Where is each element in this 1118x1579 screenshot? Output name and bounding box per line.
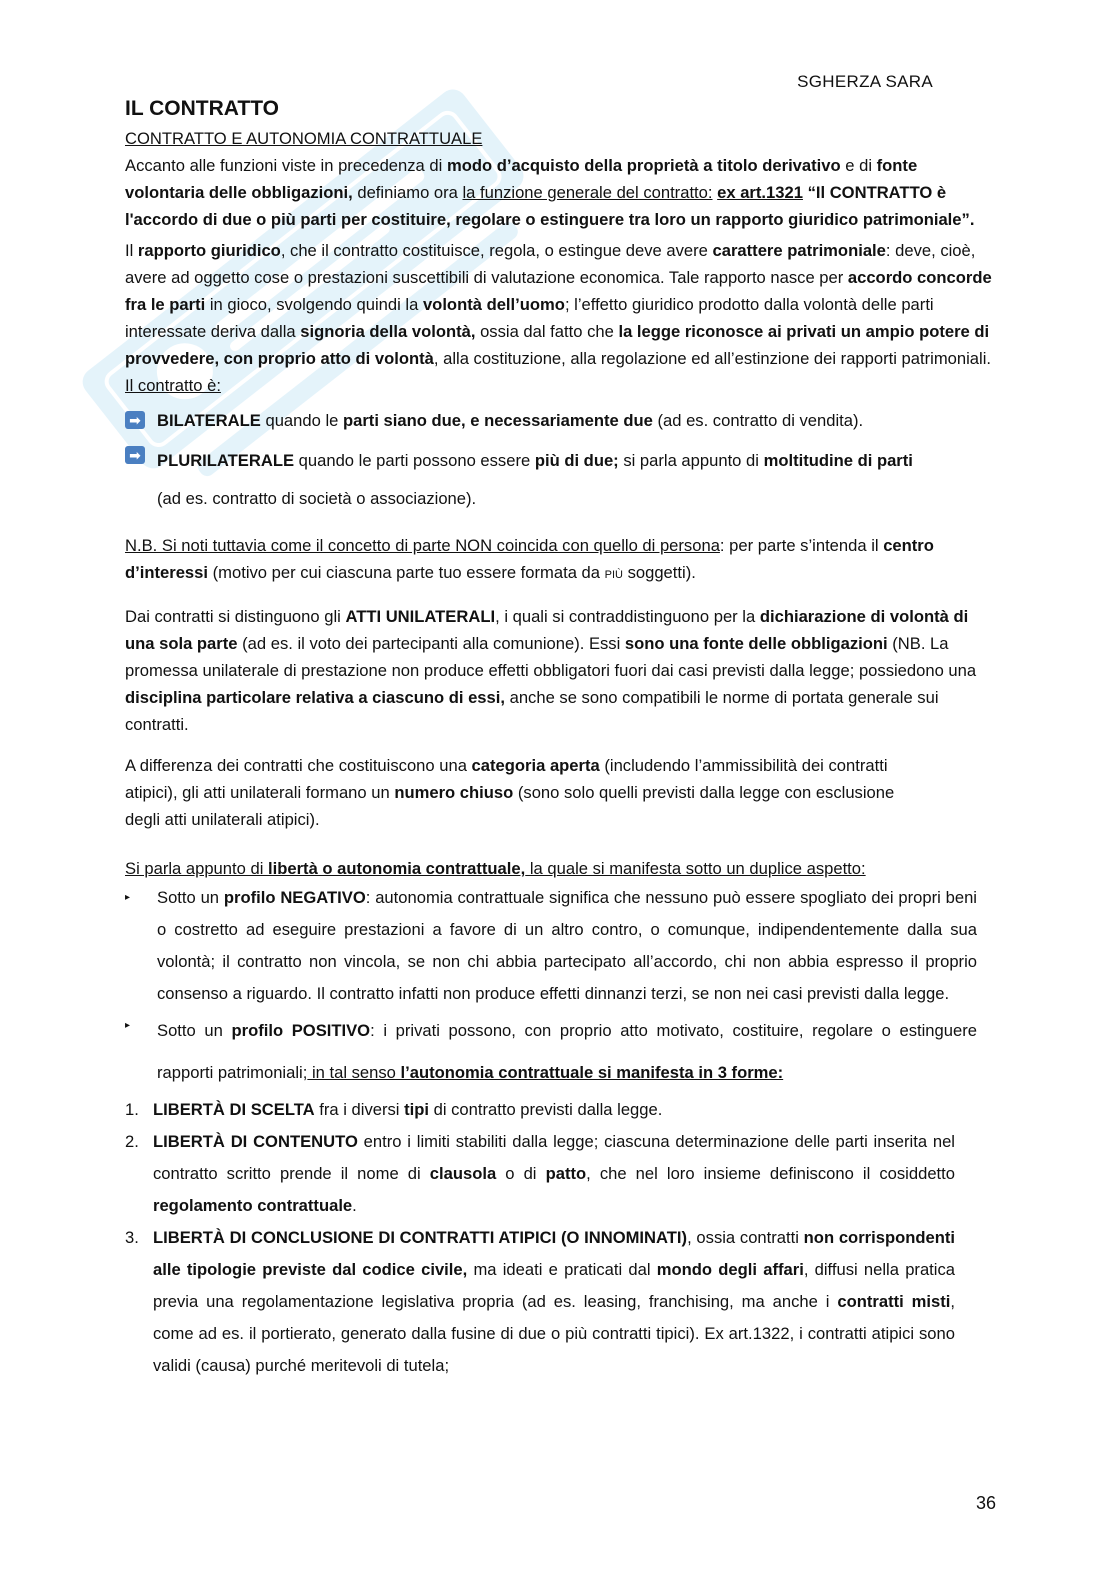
bold-text: categoria aperta — [471, 756, 600, 775]
underlined-text: la quale si manifesta sotto un duplice aspetto: — [525, 859, 866, 878]
page-title: IL CONTRATTO — [125, 97, 279, 120]
bold-text: sono una fonte delle obbligazioni — [624, 634, 888, 653]
page-number: 36 — [976, 1493, 997, 1513]
bold-text: disciplina particolare relativa a ciascuno di essi, — [125, 688, 505, 707]
underlined-text: Si parla appunto di — [125, 859, 268, 878]
paragraph-nb — [125, 532, 995, 589]
bold-underlined-text: libertà o autonomia contrattuale, — [268, 859, 526, 878]
list-number: 1. — [125, 1100, 139, 1119]
text: , alla costituzione, alla regolazione ed all’estinzione dei rapporti patrimoniali. — [433, 349, 992, 368]
list-item-text — [157, 1010, 977, 1094]
text: o di — [496, 1164, 546, 1183]
text: Sotto un — [157, 1021, 232, 1040]
list-item-bilaterale — [125, 407, 995, 434]
text: (ad es. il voto dei partecipanti alla comunione). Essi — [237, 634, 625, 653]
text: quando le parti possono essere — [294, 451, 535, 470]
list-number: 3. — [125, 1228, 139, 1247]
list-item-text — [157, 882, 977, 1010]
bold-text: ATTI UNILATERALI — [345, 607, 496, 626]
text: Accanto alle funzioni viste in precedenza di — [125, 156, 447, 175]
bold-text: dichiarazione di volontà di una sola parte — [125, 607, 969, 653]
text: , diffusi nella pratica previa una regolamentazione legislativa propria (ad es. leasing, franchising, ma anche i — [153, 1260, 955, 1311]
text: Sotto un — [157, 888, 224, 907]
text: : i privati possono, con proprio atto motivato, costituire, regolare o estinguere rapporti patrimoniali; — [157, 1021, 977, 1082]
text: (ad es. contratto di società o associazione). — [157, 489, 477, 508]
list-item-text — [157, 442, 995, 518]
text: : deve, cioè, avere ad oggetto cose o prestazioni suscettibili di valutazione economica. Tale rapporto nasce per — [125, 241, 976, 287]
underlined-text: in tal senso — [307, 1063, 401, 1082]
underlined-text: la funzione generale del contratto: — [462, 183, 713, 202]
bold-text: fonte volontaria delle obbligazioni, — [125, 156, 918, 202]
bold-underlined-text: l’autonomia contrattuale si manifesta in 3 forme: — [400, 1063, 784, 1082]
text: (includendo l’ammissibilità dei contratti atipici), gli atti unilaterali formano un — [125, 756, 888, 802]
bold-text: regolamento contrattuale — [153, 1196, 353, 1215]
bold-text: moltitudine di parti — [763, 451, 913, 470]
arrow-right-icon: ➡ — [125, 411, 145, 429]
bold-text: parti siano due, e necessariamente due — [342, 411, 653, 430]
bold-text: numero chiuso — [394, 783, 514, 802]
underlined-text: N.B. Si noti tuttavia come il concetto di parte NON coincida con quello di persona — [125, 536, 720, 555]
text: , che nel loro insieme definiscono il cosiddetto — [586, 1164, 956, 1183]
arrow-right-icon: ➡ — [125, 446, 145, 464]
bold-text: modo d’acquisto della proprietà a titolo derivativo — [446, 156, 841, 175]
page-header-author: SGHERZA SARA — [797, 72, 933, 91]
text: quando le — [260, 411, 343, 430]
list-item-text — [153, 1094, 955, 1126]
bold-underlined-text: ex art.1321 — [717, 183, 803, 202]
text: e di — [840, 156, 877, 175]
bullet-list-profili — [125, 882, 995, 1094]
text: fra i diversi — [314, 1100, 405, 1119]
bold-text: “Il CONTRATTO è l'accordo di due o più parti per costituire, regolare o estinguere tra loro un rapporto giuridico patrimoniale”. — [125, 183, 975, 229]
paragraph-intro — [125, 152, 995, 233]
bold-text: centro d’interessi — [125, 536, 934, 582]
bold-text: LIBERTÀ DI SCELTA — [153, 1100, 315, 1119]
bold-text: mondo degli affari — [656, 1260, 804, 1279]
text: anche se sono compatibili le norme di portata generale sui contratti. — [125, 688, 939, 734]
section-subtitle: CONTRATTO E AUTONOMIA CONTRATTUALE — [125, 129, 483, 148]
text: (NB. La promessa unilaterale di prestazione non produce effetti obbligatori fuori dai casi previsti dalla legge; possiedono una — [125, 634, 977, 680]
text: , i quali si contraddistinguono per la — [495, 607, 760, 626]
bullet-icon: ▸ — [125, 892, 131, 903]
text: soggetti). — [622, 563, 696, 582]
bold-text: LIBERTÀ DI CONTENUTO — [153, 1132, 358, 1151]
text: (ad es. contratto di vendita). — [652, 411, 864, 430]
bold-text: profilo POSITIVO — [231, 1021, 371, 1040]
text: : autonomia contrattuale significa che nessuno può essere spogliato dei propri beni o costretto ad eseguire prestazioni a favore di un altro contro, o comunque, indipendentemente dalla sua volontà; il contratto non vincola, se non chi abbia partecipato all’accordo, chi non abbia espresso il proprio consenso a riguardo. Il contratto infatti non produce effetti dinnanzi terzi, se non nei casi previsti dalla legge. — [157, 888, 977, 1003]
text: , che il contratto costituisce, regola, o estingue deve avere — [280, 241, 713, 260]
bold-text: LIBERTÀ DI CONCLUSIONE DI CONTRATTI ATIPICI (O INNOMINATI) — [153, 1228, 688, 1247]
list-item — [125, 1094, 995, 1126]
text: . — [352, 1196, 357, 1215]
bold-text: profilo NEGATIVO — [223, 888, 366, 907]
list-item — [125, 882, 995, 1010]
bold-text: accordo concorde fra le parti — [125, 268, 992, 314]
text: ma ideati e praticati dal — [467, 1260, 657, 1279]
paragraph-autonomia — [125, 855, 995, 882]
paragraph-categoria-aperta — [125, 752, 905, 833]
text: , come ad es. il portierato, generato dalla fusine di due o più contratti tipici). Ex art.1322, i contratti atipici sono validi (causa) purché meritevoli di tutela; — [153, 1292, 955, 1375]
list-item-text — [153, 1222, 955, 1382]
bold-text: PLURILATERALE — [157, 451, 295, 470]
paragraph-rapporto-giuridico — [125, 237, 995, 399]
bold-text: patto — [545, 1164, 587, 1183]
bold-text: clausola — [429, 1164, 497, 1183]
text: (sono solo quelli previsti dalla legge con esclusione degli atti unilaterali atipici). — [125, 783, 895, 829]
text: si parla appunto di — [618, 451, 764, 470]
list-item-text — [157, 407, 995, 434]
text: A differenza dei contratti che costituiscono una — [125, 756, 472, 775]
list-number: 2. — [125, 1132, 139, 1151]
text: : per parte s’intenda il — [719, 536, 884, 555]
bold-text: signoria della volontà, — [300, 322, 476, 341]
bold-text: non corrispondenti alle tipologie previste dal codice civile, — [153, 1228, 955, 1279]
text: , ossia contratti — [687, 1228, 804, 1247]
bold-text: carattere patrimoniale — [712, 241, 886, 260]
numbered-list-forme — [125, 1094, 995, 1382]
text: di contratto previsti dalla legge. — [428, 1100, 663, 1119]
underlined-text: Il contratto è: — [125, 376, 221, 395]
bullet-icon: ▸ — [125, 1020, 131, 1031]
document-body — [125, 94, 995, 1382]
small-caps-text: PIÙ — [604, 569, 623, 581]
list-item — [125, 1222, 995, 1382]
paragraph-atti-unilaterali — [125, 603, 995, 738]
bold-text: BILATERALE — [157, 411, 261, 430]
text: (motivo per cui ciascuna parte tuo essere formata da — [208, 563, 605, 582]
bold-text: volontà dell’uomo — [422, 295, 565, 314]
text: entro i limiti stabiliti dalla legge; ciascuna determinazione delle parti inserita nel contratto scritto prende il nome di — [153, 1132, 955, 1183]
bold-text: contratti misti — [837, 1292, 951, 1311]
list-item-text — [153, 1126, 955, 1222]
text: in gioco, svolgendo quindi la — [205, 295, 423, 314]
list-item-plurilaterale — [125, 442, 995, 518]
list-item — [125, 1010, 995, 1094]
text: Il — [125, 241, 138, 260]
text: definiamo ora — [352, 183, 463, 202]
text: ossia dal fatto che — [475, 322, 619, 341]
bold-text: la legge riconosce ai privati un ampio potere di provvedere, con proprio atto di volontà — [125, 322, 990, 368]
text: ; l’effetto giuridico prodotto dalla volontà delle parti interessate deriva dalla — [125, 295, 934, 341]
bold-text: più di due; — [534, 451, 619, 470]
bold-text: tipi — [404, 1100, 429, 1119]
list-item — [125, 1126, 995, 1222]
bold-text: rapporto giuridico — [137, 241, 281, 260]
text: Dai contratti si distinguono gli — [125, 607, 346, 626]
